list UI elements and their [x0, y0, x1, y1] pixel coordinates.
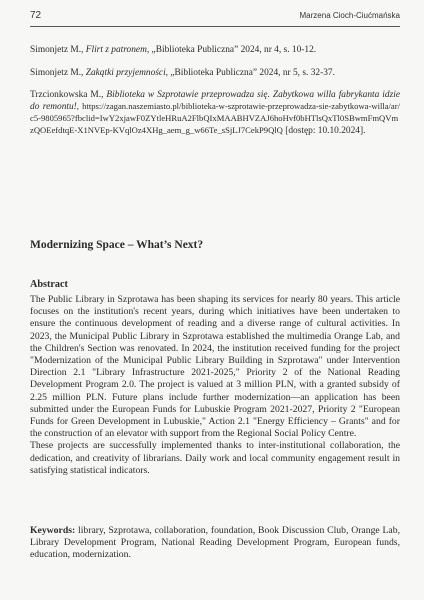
reference-url[interactable]: , https://zagan.naszemiasto.pl/biblioteka-w-szprotawie-przeprowadza-sie-zabytkowa-willa/ar/c5-9805965?fbclid=IwY2xjawF0ZYtleHRuA2FlbQIxMAABHVZAJ6hoHvf0bHTlsQxTl0SBwmFmQVmzQOEefdtqE-X1NVEp-KVqlOz4XHg_aem_g_w66Te_sSjLJ7CekP9QlQ [30, 101, 400, 135]
reference-title: Flirt z patronem [85, 45, 147, 55]
reference-source: , „Biblioteka Publiczna” 2024, nr 5, s. 32-37. [165, 68, 335, 78]
abstract-text [30, 294, 400, 477]
keywords-label: Keywords: [30, 525, 76, 536]
abstract-closing: These projects are successfully implemented thanks to inter-institutional collaboration, the dedication, and creativity of librarians. Daily work and local community engagement result in satisfying statistical indicators. [30, 440, 400, 476]
reference-title: Zakątki przyjemności [85, 68, 166, 78]
reference-item [30, 68, 400, 79]
abstract-heading: Abstract [30, 279, 68, 290]
page-number: 72 [30, 10, 42, 21]
keywords-paragraph [30, 525, 400, 562]
reference-author: Trzcionkowska M., [30, 90, 107, 100]
reference-author: Simonjetz M., [30, 68, 86, 78]
section-title: Modernizing Space – What’s Next? [30, 239, 204, 251]
reference-author: Simonjetz M., [30, 45, 86, 55]
reference-item [30, 90, 400, 137]
reference-item [30, 45, 400, 56]
reference-access-date: [dostęp: 10.10.2024]. [282, 126, 366, 136]
abstract-body: The Public Library in Szprotawa has been shaping its services for nearly 80 years. This article focuses on the institution's recent years, during which initiatives have been undertaken to ensure the continuous development of reading and a diverse range of cultural activities. In 2023, the Municipal Public Library in Szprotawa established the multimedia Orange Lab, and the Children's Section was renovated. In 2024, the institution received funding for the project "Modernization of the Municipal Public Library Building in Szprotawa" under Intervention Direction 2.1 "Library Infrastructure 2021-2025," Priority 2 of the National Reading Development Program 2.0. The project is valued at 3 million PLN, with a granted subsidy of 2.25 million PLN. Future plans include further modernization—an application has been submitted under the European Funds for Lubuskie Program 2021-2027, Priority 2 "European Funds for Green Development in Lubuskie," Action 2.1 "Energy Efficiency – Grants" and for the construction of an elevator with support from the Regional Social Policy Centre. [30, 294, 400, 440]
reference-source: , „Biblioteka Publiczna” 2024, nr 4, s. 10-12. [146, 45, 317, 55]
running-head-author: Marzena Cioch-Ciućmańska [299, 11, 400, 20]
page-header [30, 8, 400, 27]
reference-title: Biblioteka w Szprotawie przeprowadza się. Zabytkowa willa fabrykanta idzie do remontu! [30, 90, 400, 112]
keywords-list: library, Szprotawa, collaboration, foundation, Book Discussion Club, Orange Lab, Library Development Program, National Reading Development Program, European funds, education, modernization. [30, 525, 400, 561]
